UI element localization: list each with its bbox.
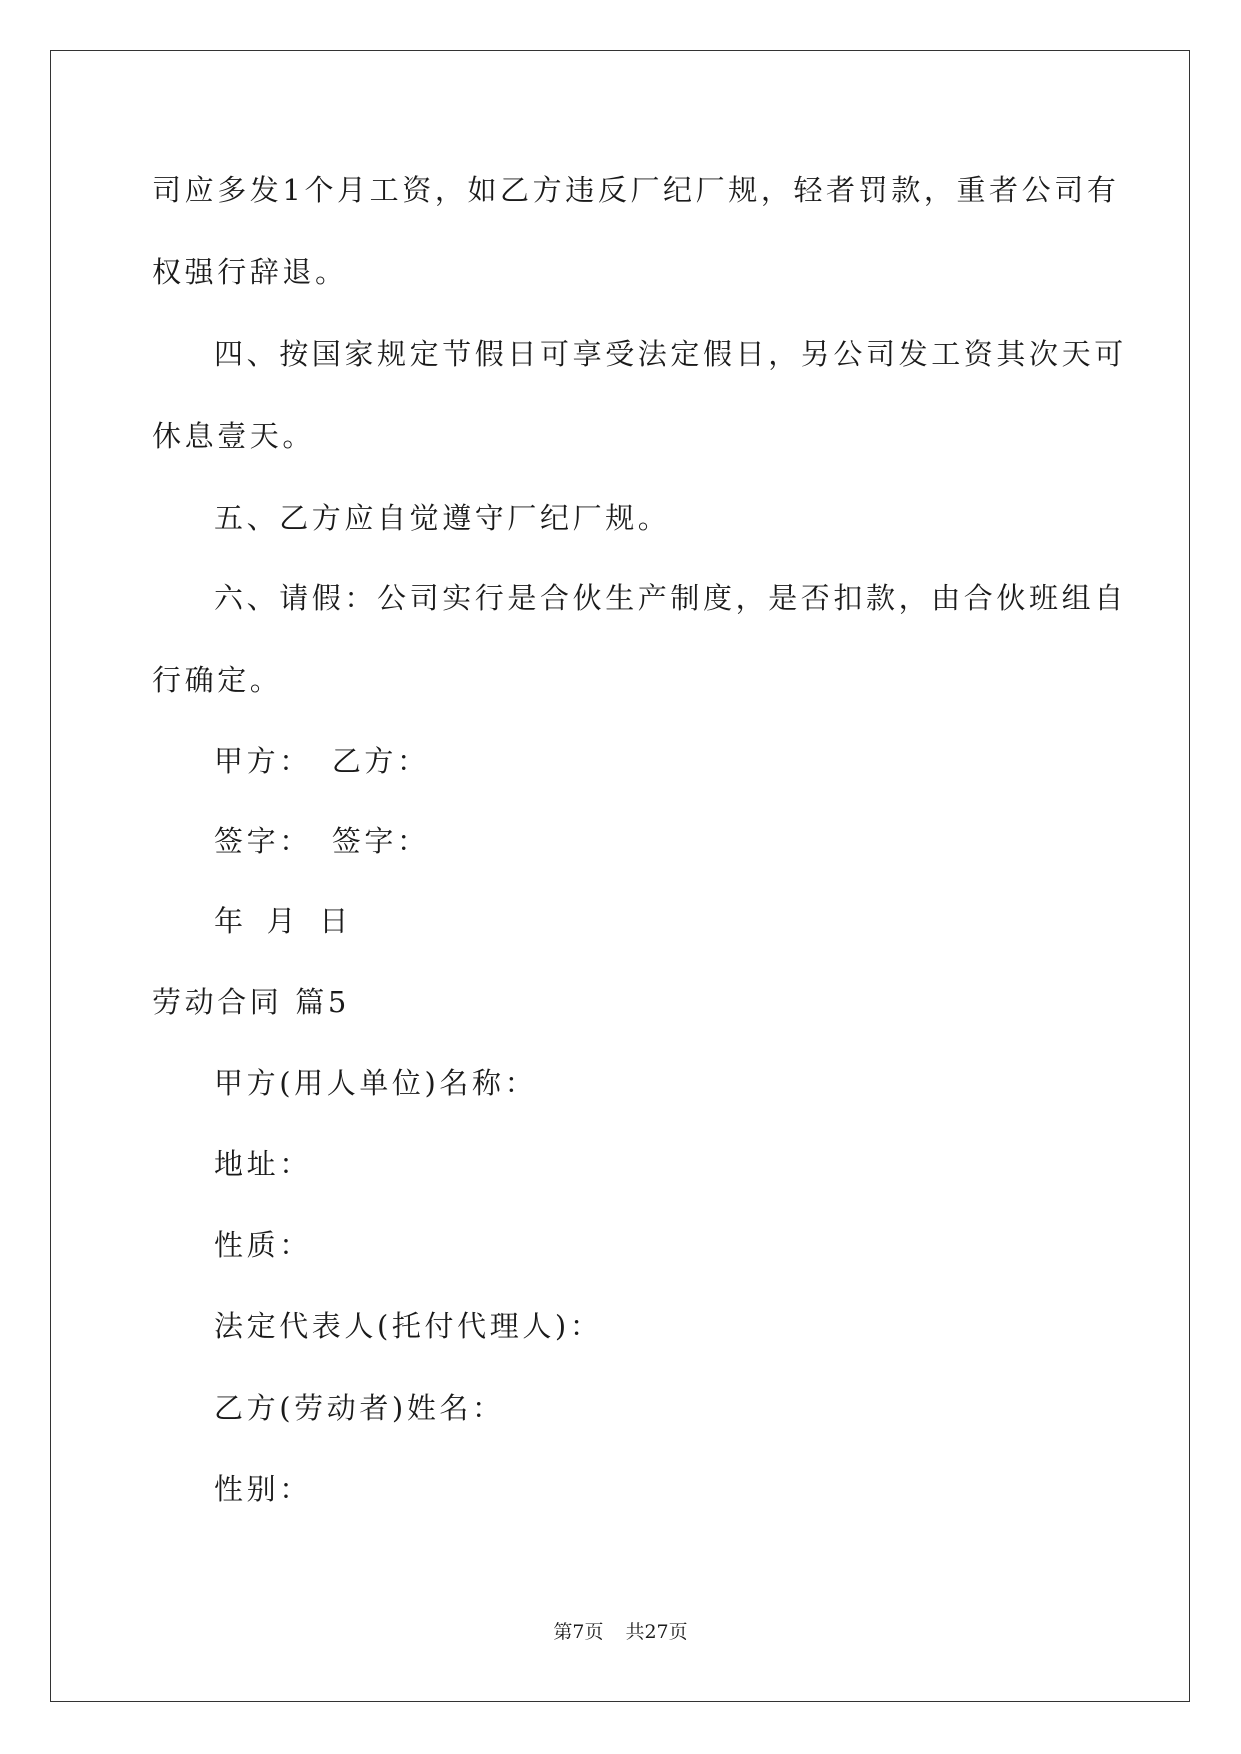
party-b-label: 乙方：	[331, 744, 430, 778]
page-footer	[0, 1620, 1241, 1644]
page-number: 第7页	[553, 1621, 604, 1643]
field-label: 法定代表人(托付代理人)：	[214, 1309, 603, 1343]
field-label: 地址：	[214, 1147, 312, 1181]
body-line: 四、按国家规定节假日可享受法定假日，另公司发工资其次天可	[214, 337, 1127, 371]
field-label: 性别：	[214, 1472, 312, 1506]
sign-b-label: 签字：	[331, 824, 430, 858]
body-line: 五、乙方应自觉遵守厂纪厂规。	[214, 501, 671, 535]
field-label: 性质：	[214, 1228, 312, 1262]
sign-a-label: 签字：	[214, 824, 312, 858]
signature-date-line	[214, 903, 352, 939]
year-label: 年	[214, 904, 247, 938]
section-title: 劳动合同 篇5	[152, 985, 350, 1019]
body-line: 六、请假：公司实行是合伙生产制度，是否扣款，由合伙班组自	[214, 581, 1127, 615]
body-line: 权强行辞退。	[152, 255, 348, 289]
party-a-label: 甲方：	[214, 744, 312, 778]
body-line: 行确定。	[152, 663, 283, 697]
page-total: 共27页	[625, 1621, 688, 1643]
body-line: 司应多发1个月工资，如乙方违反厂纪厂规，轻者罚款，重者公司有	[152, 173, 1120, 207]
page-frame	[50, 50, 1190, 1702]
month-label: 月	[266, 904, 300, 938]
signature-parties-line	[214, 743, 430, 779]
day-label: 日	[319, 904, 352, 938]
signature-sign-line	[214, 823, 430, 859]
field-label: 甲方(用人单位)名称：	[214, 1066, 538, 1100]
body-line: 休息壹天。	[152, 419, 316, 453]
field-label: 乙方(劳动者)姓名：	[214, 1391, 505, 1425]
